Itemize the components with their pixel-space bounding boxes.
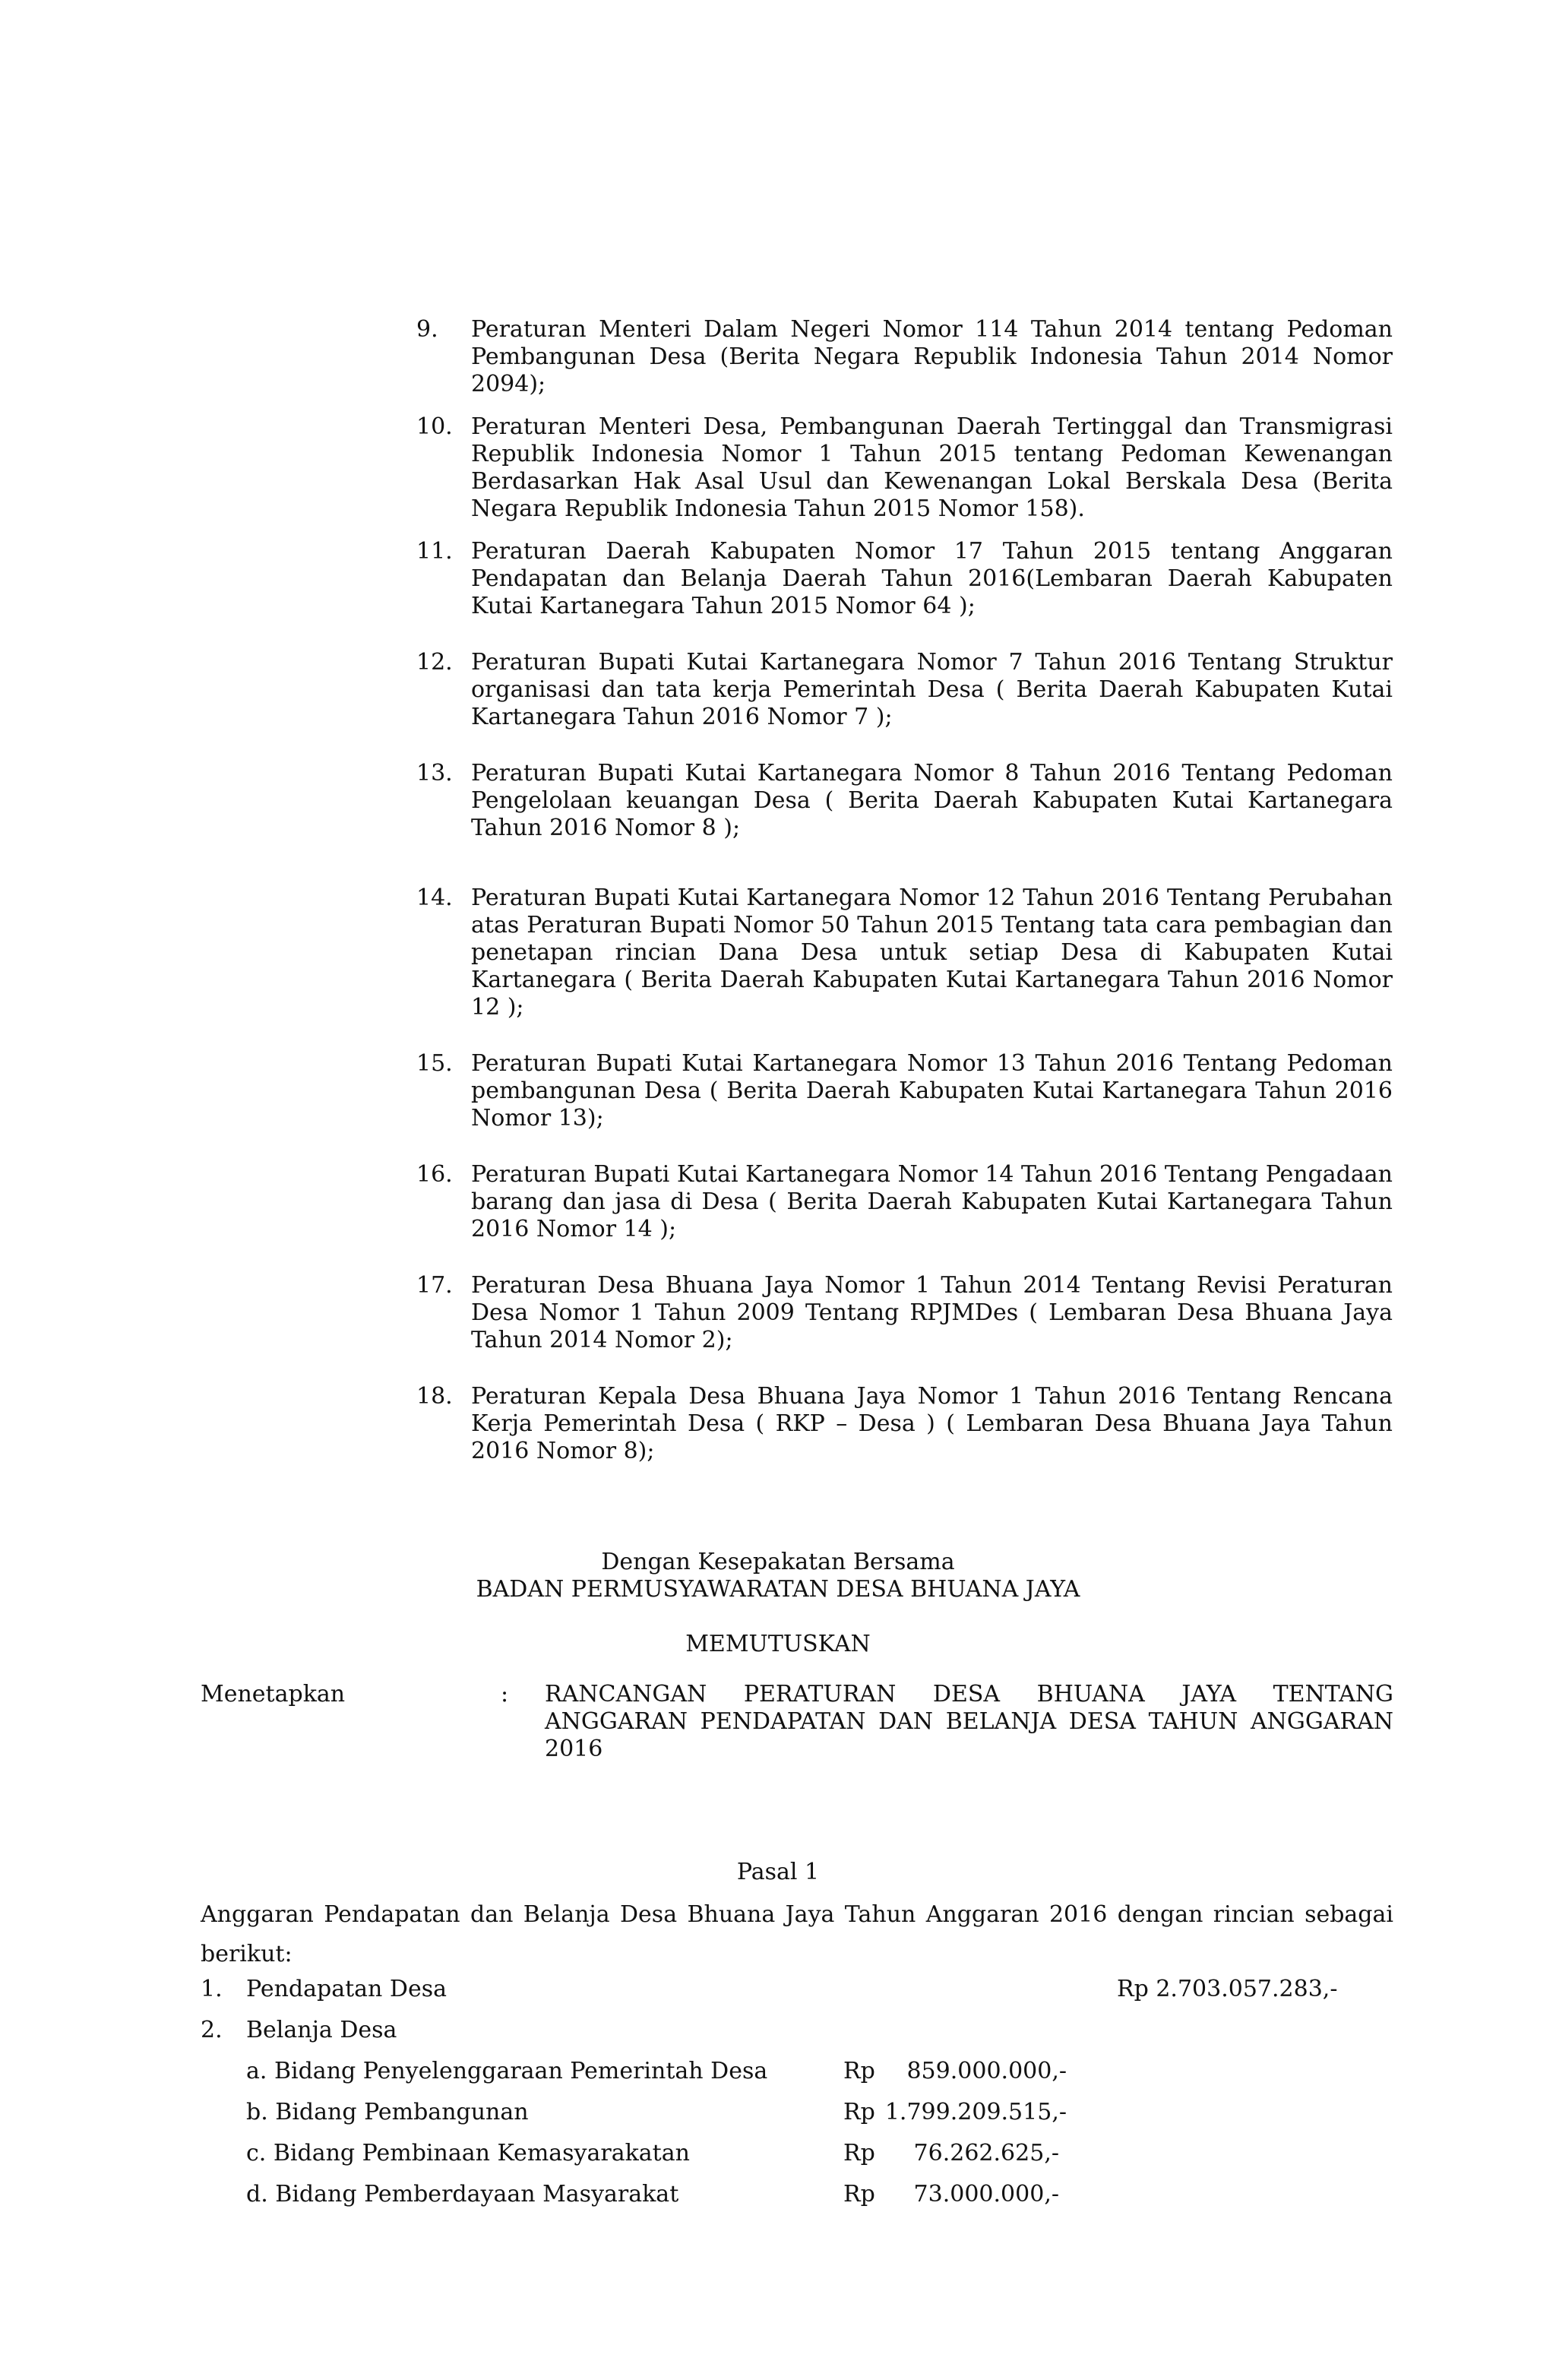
reference-text: Peraturan Bupati Kutai Kartanegara Nomor 13 Tahun 2016 Tentang Pedoman pembangunan Desa ( Berita Daerah Kabupaten Kutai Kartanegara Tahun 2016 Nomor 13);	[471, 1050, 1393, 1131]
reference-text: Peraturan Bupati Kutai Kartanegara Nomor 14 Tahun 2016 Tentang Pengadaan barang dan jasa di Desa ( Berita Daerah Kabupaten Kutai Kartanegara Tahun 2016 Nomor 14 );	[471, 1161, 1393, 1242]
budget-sub-amount: 1.799.209.515,-	[884, 2099, 1067, 2125]
reference-text: Peraturan Bupati Kutai Kartanegara Nomor 12 Tahun 2016 Tentang Perubahan atas Peraturan Bupati Nomor 50 Tahun 2015 Tentang tata cara pembagian dan penetapan rincian Dana Desa untuk setiap Desa di Kabupaten Kutai Kartanegara ( Berita Daerah Kabupaten Kutai Kartanegara Tahun 2016 Nomor 12 );	[471, 885, 1393, 1021]
decision-title: MEMUTUSKAN	[685, 1631, 871, 1657]
reference-number: 14.	[416, 885, 453, 911]
reference-item	[416, 885, 1393, 1021]
reference-item	[416, 760, 1393, 842]
legal-reference-list	[416, 316, 1393, 1480]
reference-text: Peraturan Menteri Dalam Negeri Nomor 114 Tahun 2014 tentang Pedoman Pembangunan Desa (Berita Negara Republik Indonesia Tahun 2014 Nomor 2094);	[471, 316, 1393, 397]
budget-sub-amount: 859.000.000,-	[906, 2058, 1067, 2084]
reference-item	[416, 1161, 1393, 1243]
budget-sub-label: b. Bidang Pembangunan	[246, 2099, 529, 2125]
reference-number: 16.	[416, 1161, 453, 1188]
budget-item-number: 1.	[201, 1976, 223, 2002]
budget-sub-label: c. Bidang Pembinaan Kemasyarakatan	[246, 2140, 690, 2166]
budget-sub-currency: Rp	[843, 2140, 875, 2166]
menetapkan-value: RANCANGAN PERATURAN DESA BHUANA JAYA TENTANG ANGGARAN PENDAPATAN DAN BELANJA DESA TAHUN ANGGARAN 2016	[545, 1681, 1393, 1762]
reference-number: 10.	[416, 413, 453, 440]
budget-sub-item	[201, 2181, 1059, 2211]
reference-text: Peraturan Desa Bhuana Jaya Nomor 1 Tahun 2014 Tentang Revisi Peraturan Desa Nomor 1 Tahun 2009 Tentang RPJMDes ( Lembaran Desa Bhuana Jaya Tahun 2014 Nomor 2);	[471, 1272, 1393, 1353]
budget-item-number: 2.	[201, 2017, 223, 2043]
reference-number: 17.	[416, 1272, 453, 1299]
budget-sub-item	[201, 2058, 1067, 2088]
budget-item-expense	[201, 2017, 1355, 2047]
budget-item-label: Belanja Desa	[246, 2017, 397, 2043]
budget-sub-currency: Rp	[843, 2058, 875, 2084]
budget-sub-currency: Rp	[843, 2099, 875, 2125]
budget-sub-label: d. Bidang Pemberdayaan Masyarakat	[246, 2181, 679, 2208]
reference-number: 15.	[416, 1050, 453, 1077]
pasal-title: Pasal 1	[736, 1859, 820, 1885]
budget-sub-currency: Rp	[843, 2181, 875, 2208]
reference-number: 9.	[416, 316, 438, 343]
reference-text: Peraturan Bupati Kutai Kartanegara Nomor 8 Tahun 2016 Tentang Pedoman Pengelolaan keuangan Desa ( Berita Daerah Kabupaten Kutai Kartanegara Tahun 2016 Nomor 8 );	[471, 760, 1393, 841]
budget-sub-item	[201, 2099, 1067, 2129]
budget-sub-label: a. Bidang Penyelenggaraan Pemerintah Desa	[246, 2058, 768, 2084]
budget-sub-item	[201, 2140, 1059, 2170]
reference-item	[416, 649, 1393, 731]
reference-number: 13.	[416, 760, 453, 786]
budget-sub-amount: 76.262.625,-	[913, 2140, 1059, 2166]
menetapkan-colon: :	[501, 1681, 509, 1707]
reference-text: Peraturan Kepala Desa Bhuana Jaya Nomor 1 Tahun 2016 Tentang Rencana Kerja Pemerintah Desa ( RKP – Desa ) ( Lembaran Desa Bhuana Jaya Tahun 2016 Nomor 8);	[471, 1383, 1393, 1464]
agreement-body: BADAN PERMUSYAWARATAN DESA BHUANA JAYA	[476, 1576, 1080, 1603]
budget-item-label: Pendapatan Desa	[246, 1976, 447, 2002]
pasal-intro: Anggaran Pendapatan dan Belanja Desa Bhuana Jaya Tahun Anggaran 2016 dengan rincian sebagai berikut:	[201, 1901, 1393, 1967]
reference-item	[416, 316, 1393, 398]
reference-number: 18.	[416, 1383, 453, 1410]
reference-number: 11.	[416, 538, 453, 565]
reference-text: Peraturan Daerah Kabupaten Nomor 17 Tahun 2015 tentang Anggaran Pendapatan dan Belanja Daerah Tahun 2016(Lembaran Daerah Kabupaten Kutai Kartanegara Tahun 2015 Nomor 64 );	[471, 538, 1393, 619]
reference-item	[416, 1383, 1393, 1465]
agreement-line: Dengan Kesepakatan Bersama	[601, 1549, 955, 1575]
reference-text: Peraturan Menteri Desa, Pembangunan Daerah Tertinggal dan Transmigrasi Republik Indonesia Nomor 1 Tahun 2015 tentang Pedoman Kewenangan Berdasarkan Hak Asal Usul dan Kewenangan Lokal Berskala Desa (Berita Negara Republik Indonesia Tahun 2015 Nomor 158).	[471, 413, 1393, 522]
budget-item-income	[201, 1976, 1355, 2006]
reference-item	[416, 538, 1393, 620]
reference-item	[416, 1050, 1393, 1132]
budget-item-amount: Rp 2.703.057.283,-	[1117, 1976, 1338, 2002]
reference-text: Peraturan Bupati Kutai Kartanegara Nomor 7 Tahun 2016 Tentang Struktur organisasi dan tata kerja Pemerintah Desa ( Berita Daerah Kabupaten Kutai Kartanegara Tahun 2016 Nomor 7 );	[471, 649, 1393, 730]
menetapkan-label: Menetapkan	[201, 1681, 346, 1707]
menetapkan-block	[201, 1681, 1393, 1763]
reference-item	[416, 1272, 1393, 1354]
budget-sub-amount: 73.000.000,-	[913, 2181, 1059, 2208]
reference-number: 12.	[416, 649, 453, 676]
reference-item	[416, 413, 1393, 523]
